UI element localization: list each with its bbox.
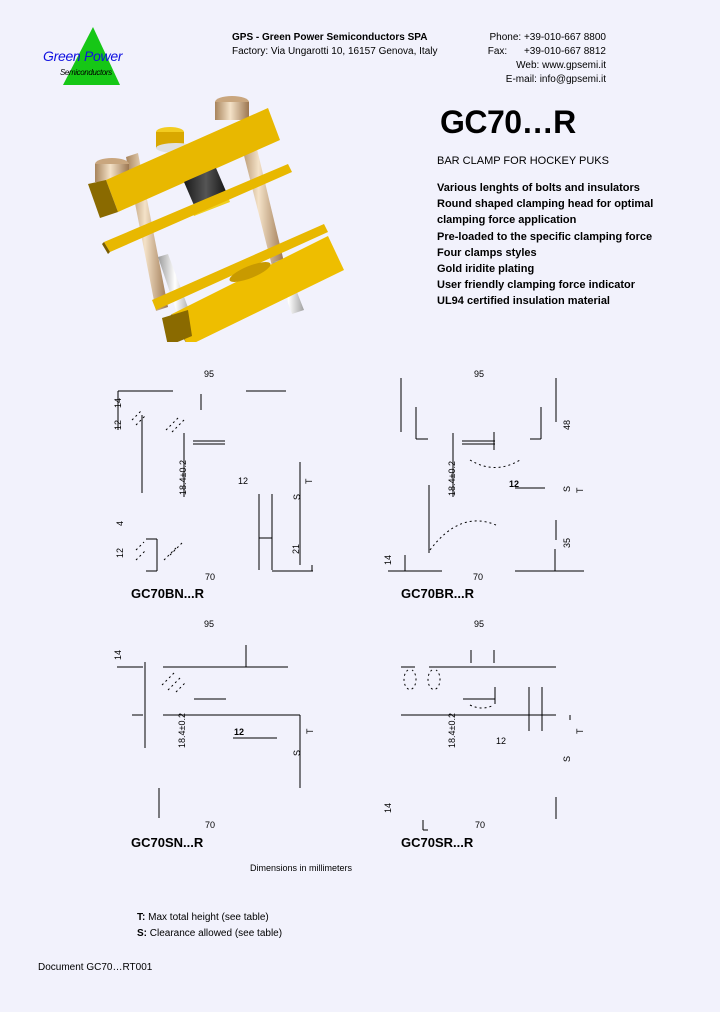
dim-width-top: 95 [474,619,485,629]
legend-T-desc: Max total height (see table) [145,912,269,923]
technical-drawing-br [370,360,610,610]
model-label-sn: GC70SN...R [131,835,204,850]
model-label-bn: GC70BN...R [131,586,204,601]
legend-T-key: T: [137,912,146,923]
dim-width-bottom: 70 [473,572,484,582]
company-logo [38,26,148,88]
dim-T: T [304,478,314,484]
dim-width-bottom: 70 [205,572,216,582]
feature-item: UL94 certified insulation material [437,295,610,308]
model-label-sr: GC70SR...R [401,835,474,850]
dim-12: 12 [509,479,520,489]
legend-T [137,910,282,926]
dim-T: T [575,728,585,734]
web-label: Web: [516,60,540,71]
contact-fax [488,45,606,59]
company-info [232,31,438,59]
drawing-gc70sn [100,610,340,860]
technical-drawing-sr [370,610,610,860]
dim-S: S [292,493,302,500]
dim-18-4: 18.4±0.2 [447,713,457,748]
legend-S-key: S: [137,928,147,939]
dim-14: 14 [383,554,393,565]
feature-list [437,180,653,310]
technical-drawing-bn [100,360,340,610]
phone-label: Phone: [489,32,522,43]
dim-48: 48 [562,419,572,430]
dim-T: T [305,728,315,734]
dim-width-top: 95 [204,369,215,379]
dim-T: T [575,487,585,493]
dim-14: 14 [113,649,123,660]
feature-item: Round shaped clamping head for optimal [437,198,654,211]
fax-value: +39-010-667 8812 [523,46,606,57]
email-label: E-mail: [505,74,537,85]
model-label-br: GC70BR...R [401,586,474,601]
company-name: GPS - Green Power Semiconductors SPA [232,32,428,43]
dim-S: S [562,485,572,492]
phone-value: +39-010-667 8800 [523,32,606,43]
drawing-gc70sr [370,610,610,860]
fax-label: Fax: [487,46,508,57]
dim-12c: 12 [115,547,125,558]
units-note: Dimensions in millimeters [250,863,353,873]
web-link[interactable]: www.gpsemi.it [542,60,606,71]
dim-width-top: 95 [204,619,215,629]
drawing-gc70br [370,360,610,610]
logo-tagline: Semiconductors [60,68,112,77]
clamp-render-image [88,92,348,342]
dim-18-4: 18.4±0.2 [447,461,457,496]
company-address: Factory: Via Ungarotti 10, 16157 Genova, Italy [232,46,438,57]
dim-width-bottom: 70 [205,820,216,830]
dim-14: 14 [383,802,393,813]
legend-S [137,926,282,942]
document-reference: Document GC70…RT001 [38,962,153,973]
dim-S: S [292,749,302,756]
product-subtitle: BAR CLAMP FOR HOCKEY PUKS [437,155,609,167]
feature-item: User friendly clamping force indicator [437,279,636,292]
dim-18-4: 18.4±0.2 [178,460,188,495]
dim-14: 14 [113,397,123,408]
email-link[interactable]: info@gpsemi.it [539,74,606,85]
contact-email [488,73,606,87]
contact-web [488,59,606,73]
dim-12: 12 [496,736,507,746]
dim-12b: 12 [238,476,249,486]
product-illustration [88,92,348,342]
feature-item: Various lenghts of bolts and insulators [437,182,640,194]
dim-width-top: 95 [474,369,485,379]
technical-drawing-sn [100,610,340,860]
dim-12a: 12 [113,419,123,430]
feature-item: Gold iridite plating [437,263,535,276]
feature-item: clamping force application [437,214,577,227]
dim-18-4: 18.4±0.2 [177,713,187,748]
dim-21: 21 [291,543,301,554]
logo-brand: Green Power [43,48,123,64]
product-title: GC70…R [440,104,576,140]
dim-width-bottom: 70 [475,820,486,830]
contact-info [488,31,606,87]
dim-12: 12 [234,727,245,737]
contact-phone [488,31,606,45]
dim-35: 35 [562,537,572,548]
feature-item: Four clamps styles [437,246,537,259]
dim-S: S [562,755,572,762]
legend-S-desc: Clearance allowed (see table) [147,928,283,939]
legend [137,910,282,942]
feature-item: Pre-loaded to the specific clamping force [437,230,653,243]
drawing-gc70bn [100,360,340,610]
dim-4: 4 [115,520,125,526]
